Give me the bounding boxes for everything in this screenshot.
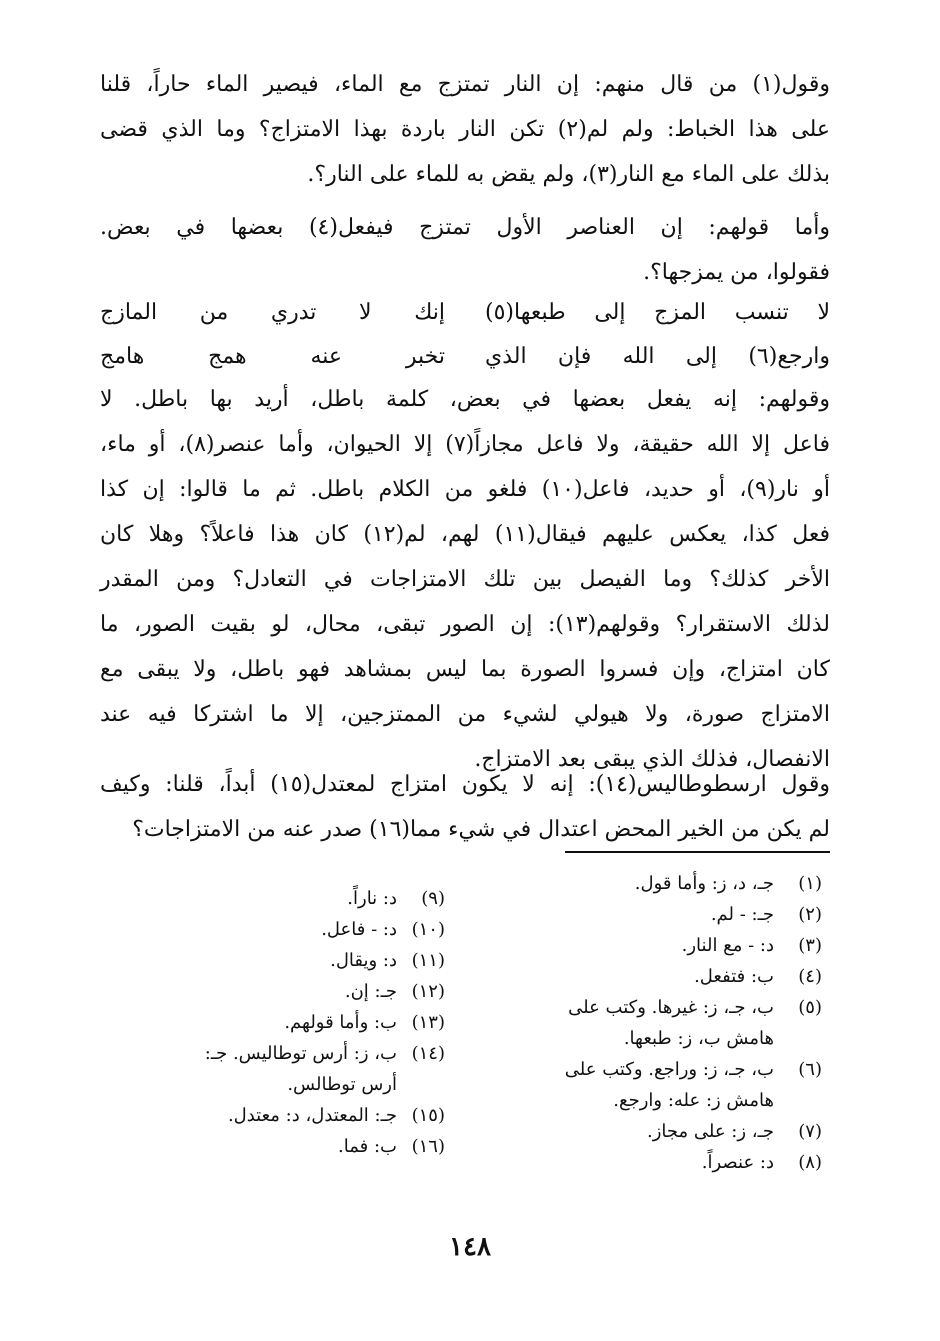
footnote (135, 914, 445, 945)
footnote (482, 868, 822, 899)
text-line: وقولهم: إنه يفعل بعضها في بعض، كلمة باطل، أريد بها باطل. لا (100, 387, 830, 412)
footnote-text: ب: فما. (338, 1136, 397, 1157)
paragraph-4 (100, 762, 830, 852)
paragraph-3 (100, 377, 830, 782)
footnote-number: (٣) (798, 935, 822, 956)
footnote-text: ب: وأما قولهم. (284, 1012, 397, 1033)
footnote-number: (٦) (798, 1059, 822, 1080)
text-line: وقول(١) من قال منهم: إن النار تمتزج مع الماء، فيصير الماء حاراً، قلنا (100, 72, 830, 97)
verse-second-hemistich: تخبر عنه همج هامج (100, 344, 445, 369)
footnote-number: (٩) (421, 888, 445, 909)
verse-second-hemistich: إنك لا تدري من المازج (100, 300, 445, 325)
footnote (482, 961, 822, 992)
footnote-number: (١٠) (411, 919, 445, 940)
footnote-number: (٢) (798, 904, 822, 925)
footnote-number: (٨) (798, 1152, 822, 1173)
verse-line (100, 335, 830, 379)
footnote-number: (١٦) (411, 1136, 445, 1157)
text-line: بذلك على الماء مع النار(٣)، ولم يقض به للماء على النار؟. (307, 162, 830, 187)
footnote (482, 930, 822, 961)
text-line: فقولوا، من يمزجها؟. (643, 260, 830, 285)
text-line: الأخر كذلك؟ وما الفيصل بين تلك الامتزاجات في التعادل؟ ومن المقدر (100, 567, 830, 592)
text-line: على هذا الخباط: ولم لم(٢) تكن النار باردة بهذا الامتزاج؟ وما الذي قضى (100, 117, 830, 142)
footnotes-left-column (135, 883, 445, 1162)
footnote-text: ب، ز: أرس توطاليس. جـ: (204, 1043, 397, 1064)
footnote-text: د: ناراً. (347, 888, 397, 909)
footnote-text: ب، جـ، ز: غيرها. وكتب على (568, 997, 774, 1018)
footnote-continuation: هامش ب، ز: طبعها. (623, 1028, 774, 1049)
footnote-text: ب: فتفعل. (694, 966, 774, 987)
text-line: فعل كذا، يعكس عليهم فيقال(١١) لهم، لم(١٢) كان هذا فاعلاً؟ وهلا كان (100, 522, 830, 547)
footnote-number: (٥) (798, 997, 822, 1018)
poetry-verse (100, 291, 830, 379)
footnote-text: د: - مع النار. (681, 935, 774, 956)
footnote (135, 1100, 445, 1131)
verse-first-hemistich: لا تنسب المزج إلى طبعها(٥) (485, 300, 830, 325)
footnote-text: ب، جـ، ز: وراجع. وكتب على (564, 1059, 774, 1080)
text-line: لم يكن من الخير المحض اعتدال في شيء مما(١٦) صدر عنه من الامتزاجات؟ (132, 817, 830, 842)
footnote (482, 1147, 822, 1178)
footnote-continuation: أرس توطالس. (287, 1074, 397, 1095)
footnote-number: (١٢) (411, 981, 445, 1002)
text-line: الامتزاج صورة، ولا هيولي لشيء من الممتزجين، إلا ما اشتركا فيه عند (100, 702, 831, 727)
footnote-text: د: ويقال. (330, 950, 397, 971)
footnote (482, 1116, 822, 1147)
footnote-number: (٧) (798, 1121, 822, 1142)
footnote (135, 945, 445, 976)
text-line: فاعل إلا الله حقيقة، ولا فاعل مجازاً(٧) إلا الحيوان، وأما عنصر(٨)، أو ماء، (100, 432, 830, 457)
footnote-number: (١) (798, 873, 822, 894)
footnote (135, 976, 445, 1007)
footnote (135, 1007, 445, 1038)
paragraph-1 (100, 62, 830, 197)
footnote-number: (١١) (411, 950, 445, 971)
footnote-number: (٤) (798, 966, 822, 987)
footnote-text: جـ: - لم. (710, 904, 774, 925)
text-line: الانفصال، فذلك الذي يبقى بعد الامتزاج. (474, 747, 830, 772)
footnote (482, 992, 822, 1023)
footnote-text: جـ، د، ز: وأما قول. (634, 873, 774, 894)
footnote-divider (565, 851, 830, 853)
verse-first-hemistich: وارجع(٦) إلى الله فإن الذي (485, 344, 830, 369)
page-number: ١٤٨ (449, 1232, 491, 1262)
footnote-number: (١٥) (411, 1105, 445, 1126)
text-line: أو نار(٩)، أو حديد، فاعل(١٠) فلغو من الكلام باطل. ثم ما قالوا: إن كذا (100, 477, 830, 502)
footnote-text: د: - فاعل. (321, 919, 397, 940)
verse-line (100, 291, 830, 335)
text-line: كان امتزاج، وإن فسروا الصورة بما ليس بمشاهد فهو باطل، ولا يبقى مع (100, 657, 830, 682)
footnote-text: د: عنصراً. (701, 1152, 774, 1173)
footnote-text: جـ: إن. (344, 981, 397, 1002)
footnote-number: (١٣) (411, 1012, 445, 1033)
footnote (482, 899, 822, 930)
footnote-continuation: هامش ز: عله: وارجع. (613, 1090, 774, 1111)
text-line: وأما قولهم: إن العناصر الأول تمتزج فيفعل(٤) بعضها في بعض. (100, 215, 830, 240)
footnotes-right-column (482, 868, 822, 1178)
footnote (135, 883, 445, 914)
text-line: وقول ارسطوطاليس(١٤): إنه لا يكون امتزاج لمعتدل(١٥) أبداً، قلنا: وكيف (100, 772, 830, 797)
text-line: لذلك الاستقرار؟ وقولهم(١٣): إن الصور تبقى، محال، لو بقيت الصور، ما (100, 612, 830, 637)
paragraph-2 (100, 205, 830, 295)
footnote (135, 1038, 445, 1069)
footnote (482, 1054, 822, 1085)
footnote (135, 1131, 445, 1162)
footnote-text: جـ: المعتدل، د: معتدل. (227, 1105, 397, 1126)
footnote-text: جـ، ز: على مجاز. (647, 1121, 774, 1142)
footnote-number: (١٤) (411, 1043, 445, 1064)
